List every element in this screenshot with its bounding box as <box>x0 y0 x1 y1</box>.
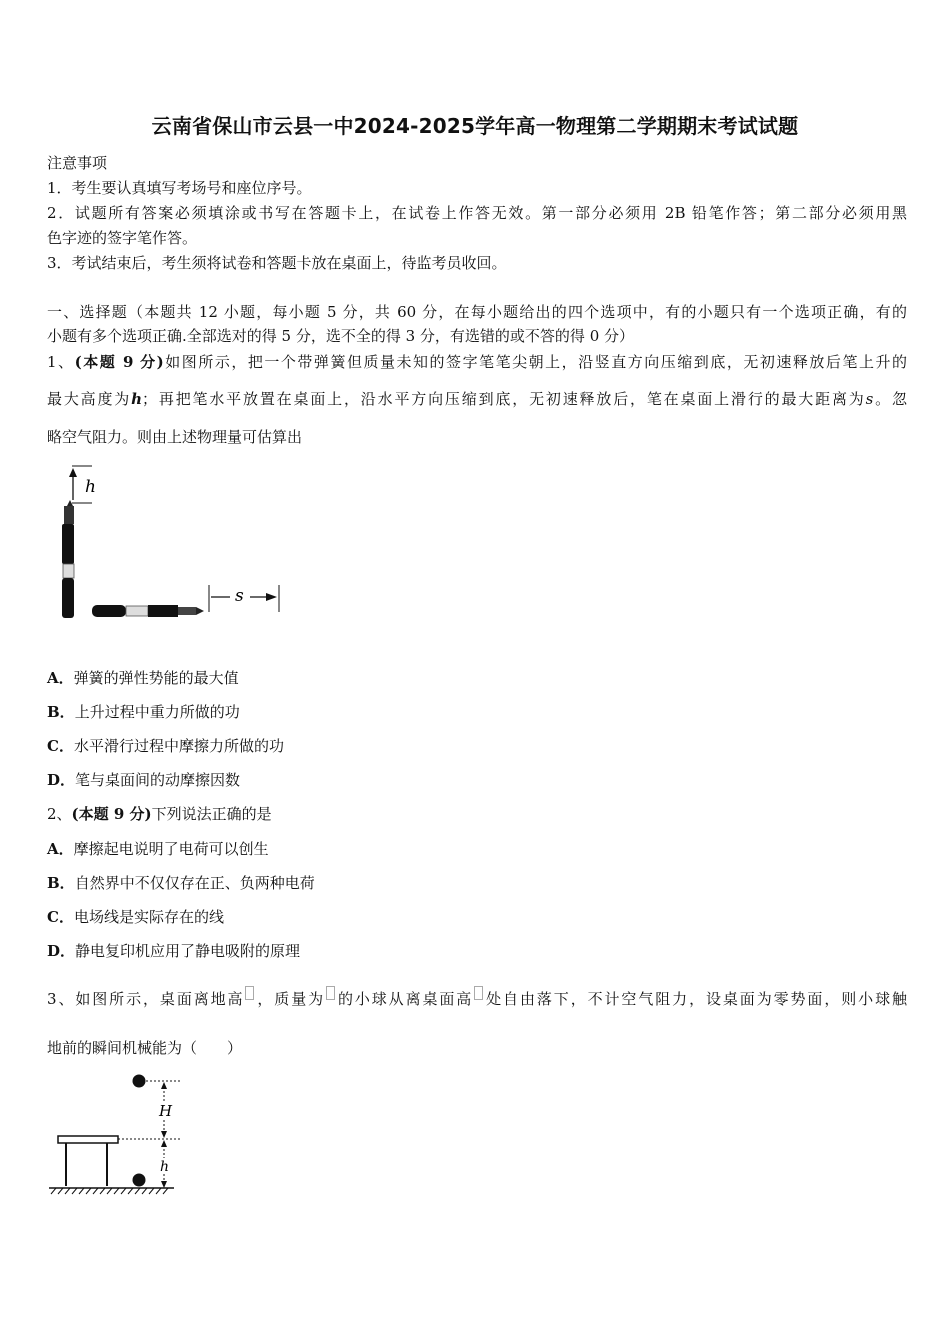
fig-label-h: h <box>85 477 96 497</box>
q1-option-a: A．弹簧的弹性势能的最大值 <box>47 669 239 687</box>
notice-item-3: 3．考试结束后，考生须将试卷和答题卡放在桌面上，待监考员收回。 <box>47 254 507 272</box>
q3-stem-line2: 地前的瞬间机械能为（ ） <box>47 1039 243 1057</box>
notice-heading: 注意事项 <box>47 154 108 172</box>
q1-option-c: C．水平滑行过程中摩擦力所做的功 <box>47 737 284 755</box>
missing-symbol-box <box>474 986 483 1000</box>
q2-option-a: A．摩擦起电说明了电荷可以创生 <box>47 840 269 858</box>
q1-stem-line1: 1、(本题 9 分)如图所示，把一个带弹簧但质量未知的签字笔笔尖朝上，沿竖直方向压缩到底，无初速释放后笔上升的 <box>47 353 908 371</box>
pen-spring-figure <box>52 460 292 630</box>
section1-instructions-cont: 小题有多个选项正确.全部选对的得 5 分，选不全的得 3 分，有选错的或不答的得 0 分） <box>47 327 635 345</box>
fig-label-h: h <box>160 1159 170 1175</box>
missing-symbol-box <box>245 986 254 1000</box>
notice-item-2-cont: 色字迹的签字笔作答。 <box>47 229 198 247</box>
missing-symbol-box <box>326 986 335 1000</box>
notice-item-2: 2．试题所有答案必须填涂或书写在答题卡上，在试卷上作答无效。第一部分必须用 2B 铅笔作答；第二部分必须用黑 <box>47 204 907 222</box>
q2-option-c: C．电场线是实际存在的线 <box>47 908 224 926</box>
q1-option-b: B．上升过程中重力所做的功 <box>47 703 240 721</box>
q1-stem-line3: 略空气阻力。则由上述物理量可估算出 <box>47 428 303 446</box>
q1-option-d: D．笔与桌面间的动摩擦因数 <box>47 771 241 789</box>
q1-stem-line2: 最大高度为h；再把笔水平放置在桌面上，沿水平方向压缩到底，无初速释放后，笔在桌面上滑行的最大距离为s。忽 <box>47 390 907 408</box>
section1-instructions: 一、选择题（本题共 12 小题，每小题 5 分，共 60 分，在每小题给出的四个选项中，有的小题只有一个选项正确，有的 <box>47 303 907 321</box>
page-title: 云南省保山市云县一中2024-2025学年高一物理第二学期期末考试试题 <box>151 114 799 138</box>
q3-stem-line1: 3、如图所示，桌面离地高 ，质量为 的小球从离桌面高 处自由落下，不计空气阻力，设桌面为零势面，则小球触 <box>47 986 907 1010</box>
q2-stem: 2、(本题 9 分)下列说法正确的是 <box>47 805 272 823</box>
q2-option-b: B．自然界中不仅仅存在正、负两种电荷 <box>47 874 315 892</box>
notice-item-1: 1．考生要认真填写考场号和座位序号。 <box>47 179 312 197</box>
table-ball-figure <box>46 1068 196 1198</box>
fig-label-H: H <box>159 1102 173 1120</box>
fig-label-s: s <box>235 586 244 606</box>
q2-option-d: D．静电复印机应用了静电吸附的原理 <box>47 942 301 960</box>
